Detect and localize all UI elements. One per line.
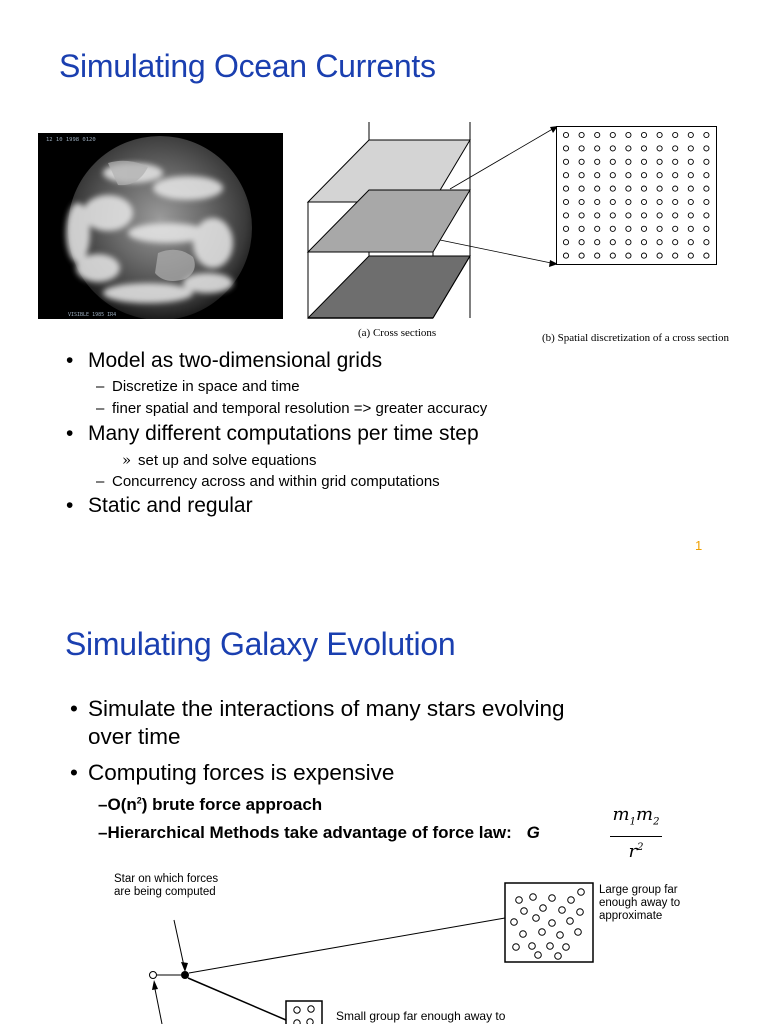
caption-a: (a) Cross sections [358, 327, 437, 339]
grid-point [704, 240, 709, 245]
grid-point [673, 159, 678, 164]
grid-point [563, 132, 568, 137]
grid-point [595, 240, 600, 245]
grid-point [595, 253, 600, 258]
grid-point [563, 213, 568, 218]
subbullet-finer-resolution: – finer spatial and temporal resolution => greater accuracy [96, 400, 488, 417]
grid-point [595, 213, 600, 218]
grid-point [704, 159, 709, 164]
slide1-title: Simulating Ocean Currents [59, 48, 436, 84]
grid-point [688, 226, 693, 231]
grid-point [579, 173, 584, 178]
grid-point [657, 146, 662, 151]
grid-point [579, 226, 584, 231]
grid-point [657, 199, 662, 204]
subbullet-concurrency: – Concurrency across and within grid computations [96, 473, 440, 490]
spatial-discretization-grid [556, 126, 718, 266]
grid-point [641, 159, 646, 164]
grid-point [626, 146, 631, 151]
grid-point [579, 253, 584, 258]
grid-point [704, 146, 709, 151]
grid-point [641, 226, 646, 231]
grid-point [688, 146, 693, 151]
grid-point [610, 132, 615, 137]
grid-point [641, 146, 646, 151]
star-computed [181, 971, 189, 979]
grid-point [641, 186, 646, 191]
grid-point [626, 213, 631, 218]
cross-section-bottom [308, 256, 470, 318]
bullet-simulate-interactions: • Simulate the interactions of many stars evolving [70, 696, 565, 721]
label-large-group: Large group far enough away to approximate [599, 884, 681, 922]
grid-point [610, 226, 615, 231]
earth-top-text: 12 10 1998 0120 [46, 137, 96, 143]
grid-point [688, 199, 693, 204]
grid-point [673, 186, 678, 191]
grid-point [610, 240, 615, 245]
grid-point [704, 132, 709, 137]
bullet-computing-forces: • Computing forces is expensive [70, 760, 395, 785]
grid-point [595, 186, 600, 191]
grid-point [704, 173, 709, 178]
grid-point [626, 159, 631, 164]
caption-b: (b) Spatial discretization of a cross section [542, 332, 729, 344]
earth-bottom-text: VISIBLE 1985 IR4 [68, 312, 117, 318]
grid-point [641, 199, 646, 204]
grid-point [595, 146, 600, 151]
grid-point [673, 146, 678, 151]
grid-point [610, 146, 615, 151]
bullet-simulate-interactions-cont: over time [88, 724, 181, 749]
grid-point [610, 253, 615, 258]
grid-point [688, 186, 693, 191]
grid-point [673, 173, 678, 178]
grid-point [657, 159, 662, 164]
grid-point [579, 213, 584, 218]
grid-point [563, 146, 568, 151]
grid-point [626, 186, 631, 191]
grid-point [641, 173, 646, 178]
label-star-forces: Star on which forces are being computed [114, 873, 219, 898]
grid-point [657, 226, 662, 231]
grid-point [579, 199, 584, 204]
bullet-many-computations: • Many different computations per time step [66, 422, 479, 445]
grid-point [563, 226, 568, 231]
grid-point [688, 173, 693, 178]
grid-point [673, 132, 678, 137]
grid-point [704, 199, 709, 204]
grid-point [657, 253, 662, 258]
grid-point [595, 132, 600, 137]
grid-point [704, 253, 709, 258]
grid-point [563, 240, 568, 245]
grid-point [579, 159, 584, 164]
grid-point [673, 199, 678, 204]
grid-point [595, 226, 600, 231]
grid-point [579, 186, 584, 191]
grid-point [657, 240, 662, 245]
grid-point [563, 159, 568, 164]
grid-point [688, 159, 693, 164]
grid-point [673, 240, 678, 245]
earth-satellite-image [38, 133, 283, 319]
star-neighbor [150, 972, 157, 979]
grid-point [657, 132, 662, 137]
grid-point [657, 173, 662, 178]
grid-point [704, 213, 709, 218]
subbullet-hierarchical: –Hierarchical Methods take advantage of force law: G [98, 823, 540, 842]
grid-point [563, 173, 568, 178]
grid-point [595, 159, 600, 164]
grid-point [610, 199, 615, 204]
grid-point [673, 213, 678, 218]
grid-point [657, 186, 662, 191]
cross-sections-diagram [300, 118, 570, 330]
grid-point [626, 173, 631, 178]
grid-point [673, 226, 678, 231]
subbullet-brute-force: $-O(n^2)$ brute force approach [98, 795, 323, 814]
grid-point [641, 132, 646, 137]
grid-point [563, 186, 568, 191]
grid-point [595, 199, 600, 204]
bullet-static-regular: • Static and regular [66, 494, 253, 517]
galaxy-force-diagram [140, 880, 600, 1024]
grid-point [704, 186, 709, 191]
grid-point [688, 213, 693, 218]
grid-point [563, 253, 568, 258]
grid-point [673, 253, 678, 258]
grid-point [704, 226, 709, 231]
grid-point [688, 253, 693, 258]
grid-point [579, 132, 584, 137]
grid-point [579, 146, 584, 151]
grid-point [641, 253, 646, 258]
grid-point [641, 213, 646, 218]
grid-point [657, 213, 662, 218]
grid-point [688, 240, 693, 245]
subbullet-discretize: – Discretize in space and time [96, 378, 300, 395]
subsubbullet-setup-solve: » set up and solve equations [122, 451, 317, 469]
bullet-model-grids: • Model as two-dimensional grids [66, 349, 383, 372]
small-group-box [286, 1001, 322, 1024]
grid-point [641, 240, 646, 245]
grid-point [610, 186, 615, 191]
slide2-title: Simulating Galaxy Evolution [65, 626, 456, 662]
grid-point [626, 226, 631, 231]
grid-point [563, 199, 568, 204]
grid-point [610, 159, 615, 164]
grid-point [626, 240, 631, 245]
grid-point [610, 173, 615, 178]
grid-point [626, 253, 631, 258]
force-law-formula: $m_1m_2$ $r^2$ [606, 805, 666, 863]
grid-point [610, 213, 615, 218]
page-number: 1 [695, 538, 703, 553]
grid-point [579, 240, 584, 245]
grid-point [626, 199, 631, 204]
grid-point [688, 132, 693, 137]
grid-point [626, 132, 631, 137]
label-small-group: Small group far enough away to [336, 1009, 506, 1023]
grid-point [595, 173, 600, 178]
